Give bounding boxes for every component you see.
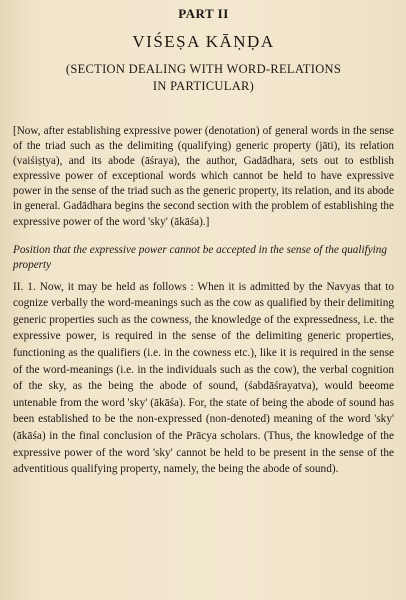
section-heading: Position that the expressive power cannot be accepted in the sense of the qualifying property	[13, 243, 387, 272]
part-label: PART II	[178, 6, 229, 21]
intro-paragraph: [Now, after establishing expressive power (denotation) of general words in the sense of the triad such as the delimiting (qualifying) generic property (jāti), its relation (vaiśiṣṭya), and its abode (āśraya), the author, Gadādhara, sets out to estblish expressive power of exceptional words which cannot be held to have expressive power in the sense of the triad such as the generic property, its relation, and its abode in general. Gadādhara begins the second section with the problem of establishing the expressive power of the word 'sky' (ākāśa).]	[13, 125, 394, 228]
subtitle-line-1: (SECTION DEALING WITH WORD-RELATIONS	[65, 62, 342, 76]
subtitle-line-2: IN PARTICULAR)	[152, 79, 255, 93]
body-paragraph: II. 1. Now, it may be held as follows : When it is admitted by the Navyas that to cognize verbally the word-meanings such as the cow as qualified by their delimiting generic properties such as the cowness, the knowledge of the expressedness, i.e. the expressive power, is required in the sense of the delimiting generic properties, functioning as the qualifiers (i.e. in the cowness etc.), like it is required in the sense of the word-meanings (i.e. in the individuals such as the cow), the verbal cognition of the sky, as the being the abode of sound, (śabdāśrayatva), would beeome untenable from the word 'sky' (ākāśa). For, the state of being the abode of sound has been established to be the non-expressed (non-denoted) meaning of the word 'sky' (ākāśa) in the final conclusion of the Prācya scholars. (Thus, the knowledge of the expressive power of the word 'sky' cannot be held to be present in the sense of the adventitious qualifying property, namely, the being the abode of sound).	[13, 280, 394, 476]
section-title: VIŚEṢA KĀṆḌA	[132, 32, 275, 51]
section-subtitle	[13, 61, 394, 95]
